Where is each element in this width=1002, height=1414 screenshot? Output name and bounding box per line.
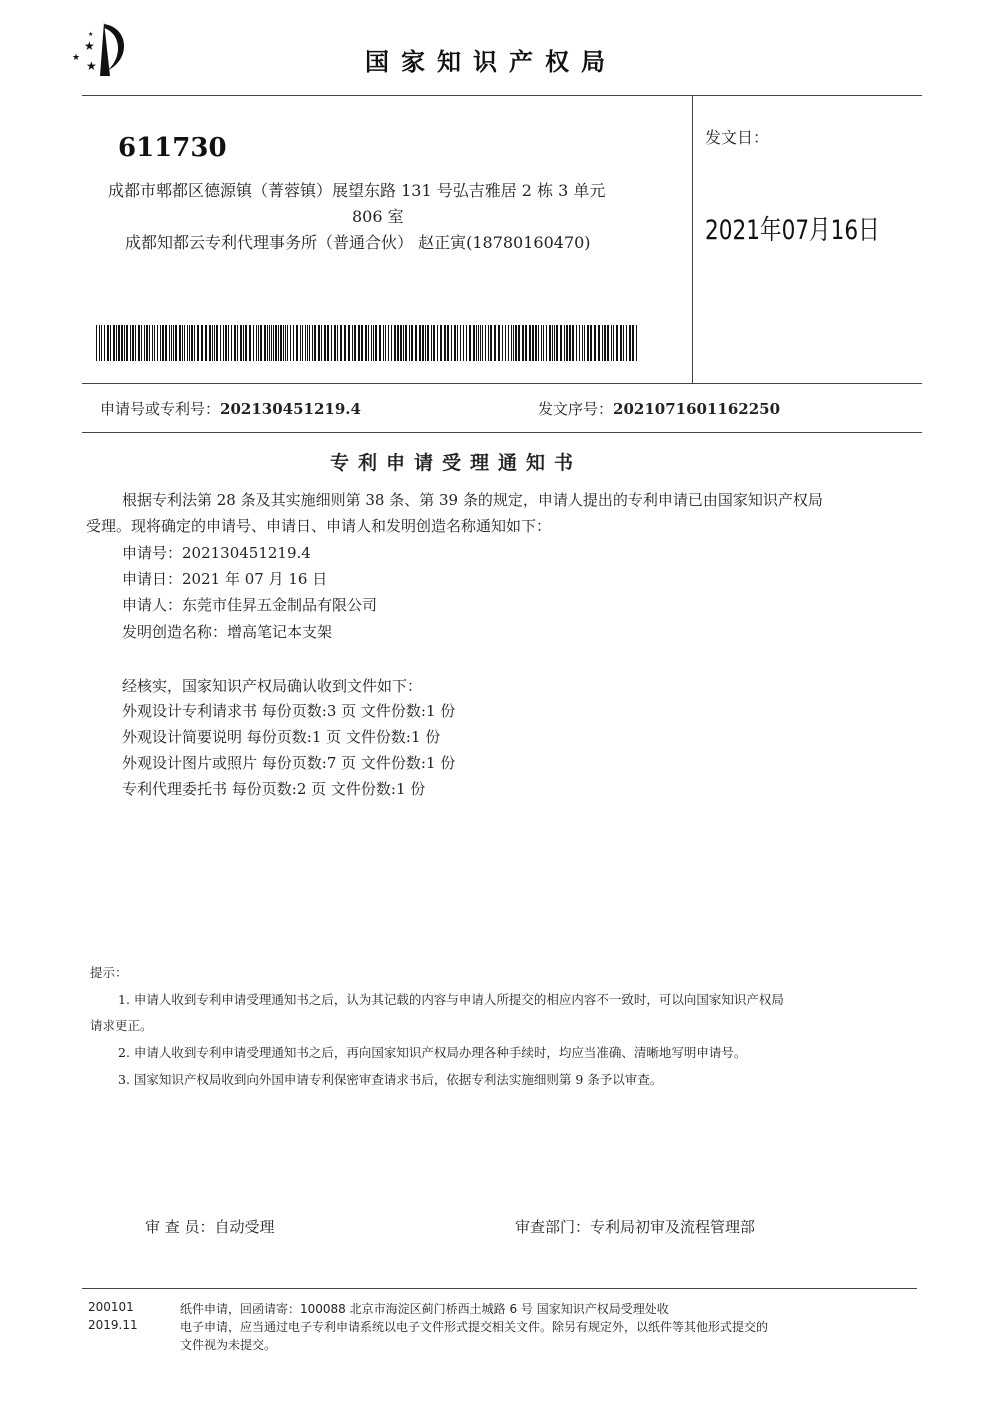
agency-name: 国家知识产权局 (365, 48, 617, 76)
barcode-bar (541, 325, 542, 361)
barcode-bar (101, 325, 102, 361)
barcode-bar (427, 325, 429, 361)
barcode-bar (280, 325, 282, 361)
confirm-text: 经核实，国家知识产权局确认收到文件如下： (122, 677, 423, 695)
barcode-bar (391, 325, 392, 361)
serial-label: 发文序号： (538, 400, 614, 418)
recipient: 成都知都云专利代理事务所（普通合伙） 赵正寅(18780160470) (125, 233, 591, 252)
barcode-bar (525, 325, 527, 361)
barcode-bar (107, 325, 109, 361)
field-app-number: 申请号：202130451219.4 (122, 544, 311, 562)
barcode-bar (237, 325, 238, 361)
barcode-bar (383, 325, 384, 361)
serial-number: 2021071601162250 (613, 400, 781, 418)
barcode-bar (331, 325, 332, 361)
barcode-bar (433, 325, 435, 361)
notes-label: 提示： (90, 965, 128, 980)
barcode-bar (556, 325, 558, 361)
barcode-bar (110, 325, 111, 361)
barcode-bar (334, 325, 336, 361)
barcode-bar (466, 325, 467, 361)
barcode-bar (611, 325, 612, 361)
note-item: 2. 申请人收到专利申请受理通知书之后，再向国家知识产权局办理各种手续时，均应当准确、清晰地写明申请号。 (118, 1045, 747, 1060)
barcode-bar (290, 325, 291, 361)
barcode-bar (293, 325, 294, 361)
barcode-bar (560, 325, 562, 361)
address-line-2: 806 室 (352, 207, 404, 226)
barcode-bar (515, 325, 517, 361)
barcode-bar (340, 325, 342, 361)
barcode-bar (626, 325, 627, 361)
barcode-bar (189, 325, 190, 361)
barcode-bar (572, 325, 574, 361)
barcode-bar (249, 325, 251, 361)
barcode-bar (104, 325, 105, 361)
barcode-bar (419, 325, 421, 361)
svg-text:★: ★ (88, 31, 94, 38)
barcode-bar (598, 325, 600, 361)
barcode-bar (260, 325, 262, 361)
note-item: 请求更正。 (90, 1018, 153, 1033)
barcode-bar (324, 325, 326, 361)
barcode-bar (368, 325, 369, 361)
barcode-bar (337, 325, 338, 361)
barcode-bar (314, 325, 316, 361)
barcode-bar (613, 325, 614, 361)
barcode-bar (223, 325, 224, 361)
barcode-bar (361, 325, 363, 361)
barcode-bar (379, 325, 381, 361)
barcode-bar (375, 325, 377, 361)
barcode-bar (96, 325, 97, 361)
document-item: 外观设计专利请求书 每份页数:3 页 文件份数:1 份 (122, 702, 456, 720)
barcode-bar (243, 325, 244, 361)
barcode-bar (422, 325, 424, 361)
document-title: 专利申请受理通知书 (330, 452, 583, 474)
barcode-bar (460, 325, 461, 361)
barcode-bar (348, 325, 350, 361)
barcode-bar (258, 325, 259, 361)
postcode: 611730 (118, 133, 227, 163)
barcode-bar (409, 325, 410, 361)
barcode-bar (447, 325, 449, 361)
barcode-bar (431, 325, 432, 361)
barcode-bar (607, 325, 609, 361)
barcode-bar (113, 325, 115, 361)
barcode-bar (182, 325, 183, 361)
barcode-bar (187, 325, 188, 361)
barcode-bar (594, 325, 596, 361)
address-line-1: 成都市郫都区德源镇（菁蓉镇）展望东路 131 号弘吉雅居 2 栋 3 单元 (108, 181, 606, 200)
barcode-bar (144, 325, 145, 361)
barcode-bar (302, 325, 303, 361)
rule-2 (82, 383, 922, 384)
barcode-bar (564, 325, 565, 361)
barcode-bar (354, 325, 356, 361)
barcode-bar (511, 325, 512, 361)
barcode-bar (269, 325, 270, 361)
barcode-bar (201, 325, 203, 361)
vertical-divider (692, 95, 693, 383)
barcode-bar (569, 325, 571, 361)
barcode-bar (138, 325, 140, 361)
document-item: 专利代理委托书 每份页数:2 页 文件份数:1 份 (122, 780, 426, 798)
barcode-bar (444, 325, 446, 361)
barcode-bar (146, 325, 148, 361)
barcode-bar (271, 325, 272, 361)
barcode-bar (175, 325, 177, 361)
barcode-bar (152, 325, 153, 361)
barcode-bar (228, 325, 229, 361)
app-number: 202130451219.4 (220, 400, 361, 418)
barcode-bar (538, 325, 539, 361)
barcode-bar (454, 325, 456, 361)
barcode-bar (590, 325, 592, 361)
barcode-bar (300, 325, 301, 361)
barcode-bar (440, 325, 442, 361)
barcode-bar (549, 325, 551, 361)
form-version: 2019.11 (88, 1318, 138, 1332)
barcode-bar (225, 325, 227, 361)
barcode-bar (162, 325, 164, 361)
barcode-bar (403, 325, 404, 361)
barcode-bar (307, 325, 308, 361)
barcode-bar (485, 325, 486, 361)
intro-line-2: 受理。现将确定的申请号、申请日、申请人和发明创造名称通知如下： (86, 517, 552, 535)
barcode-bar (191, 325, 193, 361)
barcode-bar (214, 325, 215, 361)
barcode-bar (365, 325, 367, 361)
barcode-bar (278, 325, 279, 361)
barcode-bar (231, 325, 232, 361)
barcode-bar (513, 325, 514, 361)
barcode-bar (629, 325, 631, 361)
barcode-bar (473, 325, 475, 361)
barcode-bar (321, 325, 322, 361)
barcode-bar (121, 325, 123, 361)
barcode-bar (587, 325, 589, 361)
footer-line-3: 文件视为未提交。 (180, 1338, 277, 1352)
barcode-bar (579, 325, 580, 361)
barcode-bar (264, 325, 266, 361)
barcode-bar (179, 325, 181, 361)
barcode-bar (522, 325, 524, 361)
dispatch-date-label: 发文日： (705, 128, 770, 147)
barcode-bar (169, 325, 170, 361)
barcode-bar (220, 325, 221, 361)
barcode-bar (543, 325, 544, 361)
dispatch-date: 2021年07月16日 (705, 215, 880, 246)
barcode-bar (469, 325, 471, 361)
barcode-bar (535, 325, 537, 361)
barcode-bar (498, 325, 500, 361)
barcode-bar (253, 325, 254, 361)
barcode-bar (388, 325, 389, 361)
barcode-bar (209, 325, 211, 361)
barcode-bar (457, 325, 458, 361)
field-app-date: 申请日：2021 年 07 月 16 日 (122, 570, 328, 588)
barcode-bar (546, 325, 547, 361)
barcode-bar (194, 325, 195, 361)
barcode-bar (554, 325, 555, 361)
barcode-bar (296, 325, 298, 361)
barcode-bar (400, 325, 402, 361)
footer-rule (82, 1288, 917, 1289)
barcode-bar (502, 325, 503, 361)
barcode-bar (267, 325, 268, 361)
barcode-bar (287, 325, 288, 361)
barcode-bar (116, 325, 117, 361)
barcode-bar (135, 325, 136, 361)
barcode-bar (397, 325, 399, 361)
barcode-bar (358, 325, 360, 361)
barcode-bar (532, 325, 534, 361)
barcode-bar (463, 325, 464, 361)
barcode-bar (283, 325, 284, 361)
barcode-bar (518, 325, 520, 361)
barcode-bar (415, 325, 417, 361)
barcode-bar (566, 325, 568, 361)
barcode-bar (478, 325, 479, 361)
document-item: 外观设计简要说明 每份页数:1 页 文件份数:1 份 (122, 728, 441, 746)
note-item: 1. 申请人收到专利申请受理通知书之后，认为其记载的内容与申请人所提交的相应内容不一致时，可以向国家知识产权局 (118, 992, 784, 1007)
barcode-bar (184, 325, 185, 361)
cnipa-logo-icon (70, 20, 126, 78)
field-applicant: 申请人：东莞市佳昇五金制品有限公司 (122, 596, 378, 614)
svg-text:★: ★ (84, 39, 95, 53)
barcode-bar (394, 325, 396, 361)
barcode-bar (171, 325, 172, 361)
barcode-bar (602, 325, 603, 361)
barcode-bar (344, 325, 346, 361)
barcode-bar (245, 325, 247, 361)
barcode-bar (309, 325, 310, 361)
barcode-bar (405, 325, 407, 361)
barcode-bar (482, 325, 483, 361)
footer-line-1: 纸件申请，回函请寄：100088 北京市海淀区蓟门桥西土城路 6 号 国家知识产权局受理处收 (180, 1302, 669, 1316)
barcode-bar (234, 325, 236, 361)
svg-text:★: ★ (86, 59, 97, 73)
barcode-bar (494, 325, 496, 361)
barcode-bar (411, 325, 413, 361)
barcode-bar (165, 325, 167, 361)
barcode-bar (173, 325, 174, 361)
barcode-bar (480, 325, 481, 361)
header-rule (82, 95, 922, 96)
barcode-bar (126, 325, 128, 361)
barcode-bar (437, 325, 438, 361)
barcode-bar (552, 325, 553, 361)
barcode-bar (256, 325, 257, 361)
barcode-bar (505, 325, 506, 361)
barcode-bar (604, 325, 606, 361)
barcode-bar (312, 325, 313, 361)
barcode-bar (132, 325, 134, 361)
barcode-bar (273, 325, 274, 361)
barcode-bar (508, 325, 509, 361)
barcode-bar (275, 325, 277, 361)
barcode-bar (285, 325, 286, 361)
barcode-bar (529, 325, 531, 361)
barcode-bar (157, 325, 158, 361)
barcode-bar (425, 325, 426, 361)
barcode-bar (197, 325, 199, 361)
rule-3 (82, 432, 922, 433)
barcode-bar (488, 325, 489, 361)
barcode-bar (632, 325, 634, 361)
barcode-bar (373, 325, 374, 361)
barcode-bar (212, 325, 213, 361)
barcode-bar (576, 325, 577, 361)
barcode-bar (240, 325, 242, 361)
barcode-bar (623, 325, 624, 361)
barcode-bar (118, 325, 120, 361)
barcode-bar (451, 325, 452, 361)
barcode-bar (205, 325, 207, 361)
barcode-bar (327, 325, 329, 361)
department: 审查部门：专利局初审及流程管理部 (515, 1218, 756, 1236)
barcode-bar (149, 325, 150, 361)
document-item: 外观设计图片或照片 每份页数:7 页 文件份数:1 份 (122, 754, 456, 772)
barcode-bar (154, 325, 155, 361)
barcode-2 (368, 325, 638, 361)
barcode-bar (130, 325, 131, 361)
barcode-bar (216, 325, 218, 361)
barcode-bar (160, 325, 161, 361)
barcode-bar (318, 325, 320, 361)
barcode-bar (476, 325, 477, 361)
barcode-bar (616, 325, 618, 361)
footer-line-2: 电子申请，应当通过电子专利申请系统以电子文件形式提交相关文件。除另有规定外，以纸件等其他形式提交的 (180, 1320, 769, 1334)
form-code: 200101 (88, 1300, 134, 1314)
note-item: 3. 国家知识产权局收到向外国申请专利保密审查请求书后，依据专利法实施细则第 9 条予以审查。 (118, 1072, 663, 1087)
barcode-bar (305, 325, 306, 361)
barcode-bar (620, 325, 622, 361)
svg-text:★: ★ (72, 53, 81, 63)
barcode-bar (584, 325, 585, 361)
app-number-label: 申请号或专利号： (100, 400, 221, 418)
barcode-bar (99, 325, 100, 361)
barcode-bar (636, 325, 637, 361)
intro-line-1: 根据专利法第 28 条及其实施细则第 38 条、第 39 条的规定，申请人提出的专利申请已由国家知识产权局 (122, 491, 823, 509)
barcode-bar (371, 325, 372, 361)
barcode-bar (141, 325, 142, 361)
examiner: 审 查 员：自动受理 (145, 1218, 275, 1236)
barcode-1 (96, 325, 368, 361)
barcode-bar (352, 325, 353, 361)
barcode-bar (490, 325, 492, 361)
barcode-bar (582, 325, 583, 361)
barcode-bar (385, 325, 386, 361)
barcode-bar (124, 325, 125, 361)
field-invention-name: 发明创造名称：增高笔记本支架 (122, 623, 333, 641)
